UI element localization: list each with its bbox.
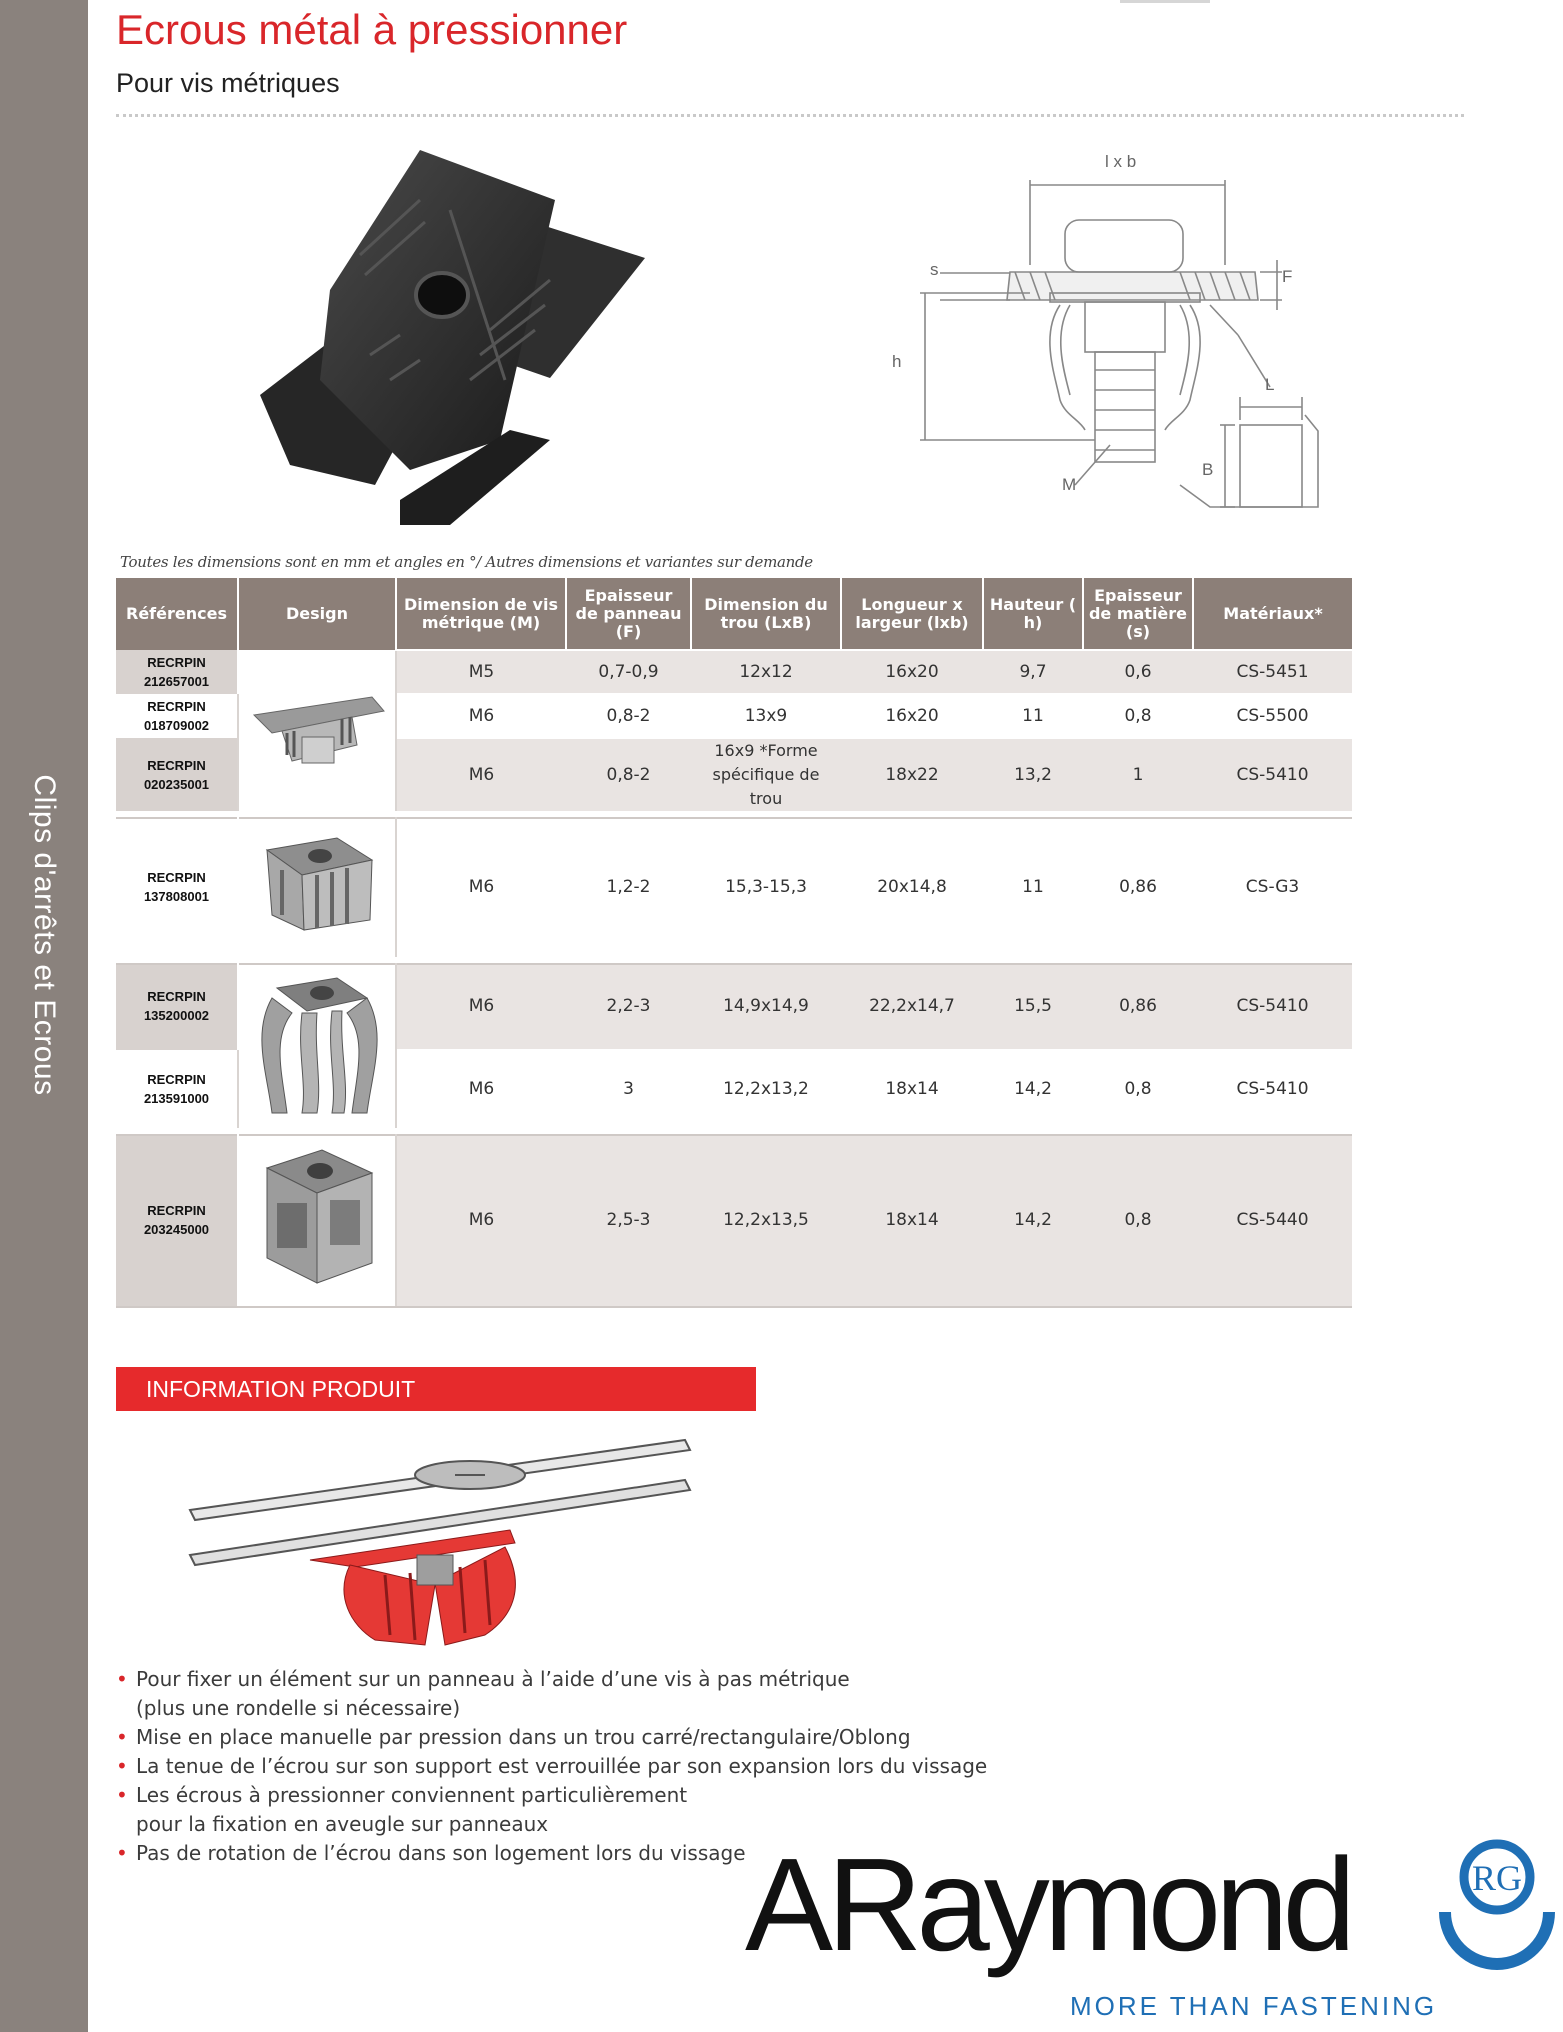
reference-cell: RECRPIN 212657001 <box>116 650 238 694</box>
cell-length-width: 22,2x14,7 <box>841 960 983 1050</box>
info-heading: INFORMATION PRODUIT <box>116 1367 756 1411</box>
cell-panel-thickness: 3 <box>566 1050 691 1131</box>
cell-material-thickness: 1 <box>1083 738 1193 814</box>
side-label: Clips d'arrêts et Ecrous <box>28 774 61 1096</box>
cell-panel-thickness: 1,2-2 <box>566 814 691 960</box>
cell-hole-size: 14,9x14,9 <box>691 960 841 1050</box>
cell-hole-size: 15,3-15,3 <box>691 814 841 960</box>
list-item: • Pour fixer un élément sur un panneau à l’aide d’une vis à pas métrique (plus une rondelle si nécessaire) <box>116 1665 987 1723</box>
table-row <box>116 650 1352 694</box>
cell-height: 14,2 <box>983 1050 1083 1131</box>
cell-material: CS-5500 <box>1193 694 1352 738</box>
dim-label-f: F <box>1282 267 1293 286</box>
cell-hole-size: 16x9 *Forme spécifique de trou <box>691 738 841 814</box>
list-item: • Mise en place manuelle par pression dans un trou carré/rectangulaire/Oblong <box>116 1723 987 1752</box>
col-header-design: Design <box>238 578 396 650</box>
cell-length-width: 20x14,8 <box>841 814 983 960</box>
col-header-screw-size: Dimension de vis métrique (M) <box>396 578 566 650</box>
cell-screw-size: M6 <box>396 1131 566 1307</box>
col-header-height: Hauteur ( h) <box>983 578 1083 650</box>
cell-panel-thickness: 0,8-2 <box>566 694 691 738</box>
cell-panel-thickness: 0,7-0,9 <box>566 650 691 694</box>
list-item: • Pas de rotation de l’écrou dans son logement lors du vissage <box>116 1839 987 1868</box>
cell-length-width: 16x20 <box>841 650 983 694</box>
col-header-length-width: Longueur x largeur (lxb) <box>841 578 983 650</box>
reference-cell: RECRPIN 020235001 <box>116 738 238 814</box>
col-header-panel-thickness: Epaisseur de panneau (F) <box>566 578 691 650</box>
cell-screw-size: M6 <box>396 814 566 960</box>
cell-hole-size: 12x12 <box>691 650 841 694</box>
design-cell <box>238 960 396 1131</box>
cell-material-thickness: 0,86 <box>1083 960 1193 1050</box>
cell-material: CS-5410 <box>1193 738 1352 814</box>
cell-material: CS-G3 <box>1193 814 1352 960</box>
brand-tagline: MORE THAN FASTENING <box>1070 1991 1438 2021</box>
table-row <box>116 1131 1352 1307</box>
cell-height: 13,2 <box>983 738 1083 814</box>
brand-wordmark: ARaymond <box>745 1831 1350 1978</box>
cell-screw-size: M6 <box>396 694 566 738</box>
reference-cell: RECRPIN 203245000 <box>116 1131 238 1307</box>
cell-material-thickness: 0,8 <box>1083 694 1193 738</box>
cell-height: 11 <box>983 814 1083 960</box>
side-band <box>0 0 88 2032</box>
col-header-material-thickness: Epaisseur de matière (s) <box>1083 578 1193 650</box>
reference-cell: RECRPIN 137808001 <box>116 814 238 960</box>
clip-image-box <box>242 1138 392 1298</box>
cell-material-thickness: 0,8 <box>1083 1050 1193 1131</box>
reference-cell: RECRPIN 135200002 <box>116 960 238 1050</box>
cell-material-thickness: 0,86 <box>1083 814 1193 960</box>
dimensions-note: Toutes les dimensions sont en mm et angles en °/ Autres dimensions et variantes sur demande <box>120 553 813 571</box>
brand-monogram: RG <box>1471 1858 1523 1898</box>
dim-label-b: B <box>1202 460 1214 479</box>
spec-table <box>116 578 1352 1308</box>
nut-photo <box>250 140 650 530</box>
cell-screw-size: M6 <box>396 738 566 814</box>
table-row <box>116 814 1352 960</box>
cell-length-width: 18x22 <box>841 738 983 814</box>
table-header-row <box>116 578 1352 650</box>
cell-material-thickness: 0,8 <box>1083 1131 1193 1307</box>
col-header-materials: Matériaux* <box>1193 578 1352 650</box>
reference-cell: RECRPIN 213591000 <box>116 1050 238 1131</box>
cell-height: 15,5 <box>983 960 1083 1050</box>
dim-label-lxb: l x b <box>1105 152 1137 171</box>
cell-length-width: 16x20 <box>841 694 983 738</box>
cell-length-width: 18x14 <box>841 1050 983 1131</box>
clip-image-flat <box>242 653 392 803</box>
dim-label-l: L <box>1265 375 1275 394</box>
col-header-references: Références <box>116 578 238 650</box>
cell-panel-thickness: 2,2-3 <box>566 960 691 1050</box>
clip-image-expansion <box>242 963 392 1123</box>
araymond-logo <box>745 1830 1563 2030</box>
cell-material: CS-5410 <box>1193 1050 1352 1131</box>
cell-hole-size: 13x9 <box>691 694 841 738</box>
cell-material-thickness: 0,6 <box>1083 650 1193 694</box>
cell-material: CS-5440 <box>1193 1131 1352 1307</box>
col-header-hole-size: Dimension du trou (LxB) <box>691 578 841 650</box>
cell-height: 14,2 <box>983 1131 1083 1307</box>
dotted-divider <box>116 114 1464 117</box>
design-cell <box>238 814 396 960</box>
cell-height: 9,7 <box>983 650 1083 694</box>
clip-image-cage <box>242 820 392 950</box>
technical-drawing <box>880 145 1380 535</box>
cell-screw-size: M6 <box>396 960 566 1050</box>
header-stub <box>1120 0 1210 3</box>
dim-label-s: s <box>930 260 939 279</box>
cell-screw-size: M6 <box>396 1050 566 1131</box>
cell-height: 11 <box>983 694 1083 738</box>
cell-screw-size: M5 <box>396 650 566 694</box>
design-cell <box>238 650 396 814</box>
page-title: Ecrous métal à pressionner <box>116 6 628 53</box>
cell-material: CS-5451 <box>1193 650 1352 694</box>
design-cell <box>238 1131 396 1307</box>
assembly-illustration <box>185 1435 705 1650</box>
cell-hole-size: 12,2x13,2 <box>691 1050 841 1131</box>
dim-label-m: M <box>1062 475 1077 494</box>
list-item: • La tenue de l’écrou sur son support est verrouillée par son expansion lors du vissage <box>116 1752 987 1781</box>
cell-panel-thickness: 0,8-2 <box>566 738 691 814</box>
cell-material: CS-5410 <box>1193 960 1352 1050</box>
table-row <box>116 960 1352 1050</box>
cell-hole-size: 12,2x13,5 <box>691 1131 841 1307</box>
page-subtitle: Pour vis métriques <box>116 68 340 98</box>
list-item: • Les écrous à pressionner conviennent particulièrement pour la fixation en aveugle sur panneaux <box>116 1781 987 1839</box>
dim-label-h: h <box>892 352 902 371</box>
cell-length-width: 18x14 <box>841 1131 983 1307</box>
cell-panel-thickness: 2,5-3 <box>566 1131 691 1307</box>
reference-cell: RECRPIN 018709002 <box>116 694 238 738</box>
